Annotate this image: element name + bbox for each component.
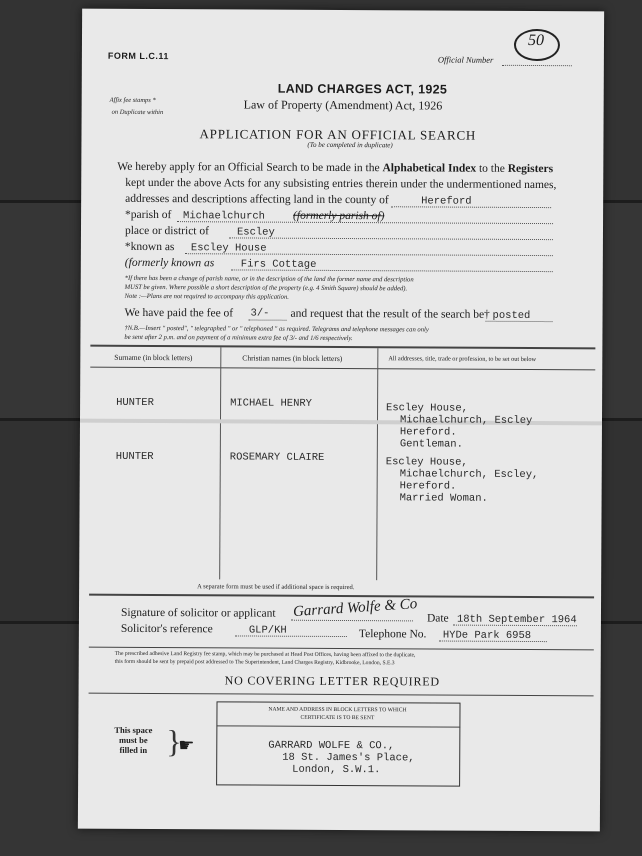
date-value: 18th September 1964 — [456, 613, 577, 627]
document-title: APPLICATION FOR AN OFFICIAL SEARCH — [199, 126, 477, 143]
formerly-known-label: (formerly known as — [124, 256, 215, 270]
row2-address: Escley House, — [385, 456, 468, 469]
place-label: place or district of — [124, 224, 210, 238]
fee-stamp-note-2: on Duplicate within — [111, 108, 164, 117]
telephone-value: HYDe Park 6958 — [442, 629, 532, 642]
row1-address: Hereford. — [399, 426, 457, 439]
nb-line-1: †N.B.—Insert " posted", " telegraphed " or " telephoned " as required. Telegrams and telephone messages can only — [124, 324, 429, 334]
signature-label: Signature of solicitor or applicant — [120, 606, 276, 620]
address-line-2: 18 St. James's Place, — [282, 751, 415, 765]
notice-rule — [89, 647, 594, 651]
act-title: LAND CHARGES ACT, 1925 — [277, 81, 448, 97]
search-application-form — [78, 9, 604, 832]
row2-address: Married Woman. — [399, 492, 488, 505]
place-line — [229, 237, 553, 240]
reference-label: Solicitor's reference — [120, 622, 213, 636]
fee-value: 3/- — [250, 307, 270, 320]
row1-address: Escley House, — [386, 402, 469, 415]
space-note: This space must be filled in — [114, 724, 153, 755]
reference-value: GLP/KH — [248, 624, 287, 637]
place-value: Escley — [236, 226, 275, 239]
official-number: 50 — [527, 31, 545, 50]
row1-surname: HUNTER — [116, 396, 154, 410]
formerly-known-value: Firs Cottage — [240, 258, 317, 271]
row1-christian: MICHAEL HENRY — [230, 397, 313, 410]
pointing-hand-icon: ☛ — [178, 735, 195, 756]
bracket-icon: } — [166, 723, 182, 760]
table-top-rule — [90, 345, 595, 350]
form-id: FORM L.C.11 — [107, 50, 169, 62]
signature: Garrard Wolfe & Co — [292, 596, 418, 621]
request-label: and request that the result of the search be† — [290, 307, 490, 321]
document-note: (To be completed in duplicate) — [307, 140, 393, 150]
note-line-3: Note :—Plans are not required to accompany this application. — [124, 292, 289, 301]
stamp-notice-2: this form should be sent by prepaid post addressed to The Superintendent, Land Charges Registry, Kidbrooke, London, S.E.3 — [114, 658, 395, 667]
table-header-rule — [90, 367, 595, 371]
table-col-divider — [219, 347, 221, 579]
address-box-header: NAME AND ADDRESS IN BLOCK LETTERS TO WHICH CERTIFICATE IS TO BE SENT — [268, 706, 407, 722]
no-covering-letter: NO COVERING LETTER REQUIRED — [224, 673, 440, 689]
address-line-3: London, S.W.1. — [292, 763, 381, 777]
fee-line — [249, 320, 287, 321]
official-number-line — [502, 65, 572, 66]
official-number-label: Official Number — [437, 54, 494, 65]
fee-label: We have paid the fee of — [124, 306, 234, 320]
date-label: Date — [426, 612, 449, 625]
parish-label: *parish of — [125, 208, 172, 222]
note-line-1: *If there has been a change of parish name, or in the description of the land the former name and description — [124, 274, 414, 284]
table-col-divider — [376, 348, 378, 580]
county-value: Hereford — [421, 195, 472, 208]
table-footnote: A separate form must be used if additional space is required. — [197, 583, 355, 592]
intro-line-1: We hereby apply for an Official Search to be made in the Alphabetical Index to the Registers — [117, 160, 554, 176]
header-addresses: All addresses, title, trade or profession, to be set out below — [388, 355, 537, 364]
header-christian-names: Christian names (in block letters) — [242, 353, 343, 364]
nb-line-2: be sent after 2 p.m. and on payment of a minimum extra fee of 3/- and 1/6 respectively. — [124, 333, 353, 343]
known-as-value: Escley House — [190, 242, 267, 255]
formerly-parish-label: (formerly parish of) — [293, 209, 385, 223]
row2-address: Michaelchurch, Escley, — [399, 468, 539, 482]
table-bottom-rule — [89, 594, 594, 599]
no-letter-rule — [89, 693, 594, 697]
note-line-2: MUST be given. Where possible a short description of the property (e.g. 4 Smith Square) should be added). — [124, 283, 408, 293]
telephone-label: Telephone No. — [358, 628, 427, 641]
row1-address: Gentleman. — [399, 438, 463, 451]
intro-line-3: addresses and descriptions affecting land in the county of — [125, 192, 389, 207]
address-line-1: GARRARD WOLFE & CO., — [268, 739, 395, 753]
fee-stamp-note-1: Affix fee stamps * — [109, 96, 156, 105]
row1-address: Michaelchurch, Escley — [399, 414, 533, 428]
known-as-label: *known as — [124, 240, 175, 254]
stamp-notice-1: The prescribed adhesive Land Registry fee stamp, which may be purchased at Head Post Offices, having been affixed to the duplicate, — [114, 650, 416, 659]
request-value: posted — [492, 309, 531, 322]
parish-value: Michaelchurch — [183, 210, 266, 223]
act-subtitle: Law of Property (Amendment) Act, 1926 — [243, 97, 443, 113]
row2-christian: ROSEMARY CLAIRE — [229, 451, 325, 464]
intro-line-2: kept under the above Acts for any subsisting entries therein under the undermentioned names, — [125, 176, 557, 192]
header-surname: Surname (in block letters) — [114, 352, 193, 363]
row2-surname: HUNTER — [115, 450, 154, 464]
row2-address: Hereford. — [399, 480, 457, 493]
